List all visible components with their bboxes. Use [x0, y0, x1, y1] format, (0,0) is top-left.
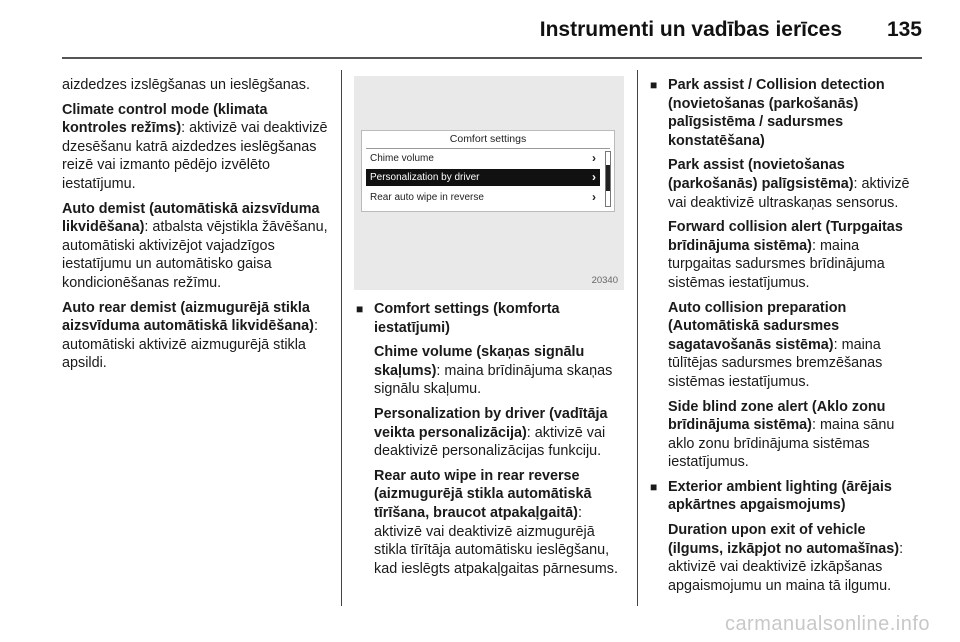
bullet-icon: ■ — [650, 78, 658, 92]
bullet-icon: ■ — [356, 302, 364, 316]
desc: : maina sānu aklo zonu brīdinājuma sistēmas iestatījumus. — [668, 417, 895, 471]
column-divider — [637, 70, 638, 606]
setting-chime-volume — [374, 343, 626, 399]
term: Chime volume (skaņas signālu skaļums) — [374, 344, 585, 379]
menu-item-rear-auto-wipe[interactable] — [366, 189, 600, 206]
term: Auto collision preparation (Automātiskā sadursmes sagatavošanās sistēma) — [668, 299, 847, 353]
term: Forward collision alert (Turpgaitas brīdinājuma sistēma) — [668, 219, 903, 254]
desc: : aktivizē vai deaktivizē izkāpšanas apgaismojumu un maina tā ilgumu. — [668, 540, 904, 594]
term: Climate control mode (klimata kontroles režīms) — [62, 101, 268, 137]
setting-auto-rear-demist — [62, 299, 330, 373]
display-screen — [361, 130, 615, 212]
column-2 — [354, 300, 626, 584]
chevron-right-icon: › — [592, 151, 596, 165]
setting-park-assist — [668, 156, 922, 212]
term: Rear auto wipe in rear reverse (aizmugurējā stikla automātiskā tīrīšana, braucot atpakaļgaitā) — [374, 467, 592, 521]
column-divider — [341, 70, 342, 606]
term: Auto rear demist (aizmugurējā stikla aizsvīduma automātiskā likvidēšana) — [62, 299, 314, 335]
bullet-title: Comfort settings (komforta iestatījumi) — [374, 301, 560, 336]
bullet-heading — [354, 300, 626, 337]
figure-number: 20340 — [591, 275, 618, 286]
menu-item-personalization-by-driver[interactable] — [366, 169, 600, 186]
screen-title: Comfort settings — [449, 133, 527, 145]
column-3 — [648, 76, 922, 601]
term: Personalization by driver (vadītāja veikta personalizācija) — [374, 405, 608, 441]
scrollbar[interactable] — [605, 151, 611, 207]
chevron-right-icon: › — [592, 170, 596, 184]
setting-auto-demist — [62, 200, 330, 293]
setting-rear-auto-wipe — [374, 467, 626, 579]
desc: : maina brīdinājuma skaņas signālu skaļumu. — [374, 362, 613, 398]
bullet-heading — [648, 478, 922, 515]
desc: : aktivizē vai deaktivizē personalizācijas funkciju. — [374, 424, 606, 460]
term: Auto demist (automātiskā aizsvīduma likvidēšana) — [62, 200, 320, 236]
desc: : aktivizē vai deaktivizē dzesēšanu katrā aizdedzes ieslēgšanas reizē vai izmanto pēdējo izvēlēto iestatījumu. — [62, 120, 328, 192]
screen-divider — [366, 148, 610, 149]
setting-auto-collision-preparation — [668, 299, 922, 392]
setting-duration-upon-exit — [668, 521, 922, 595]
menu-item-chime-volume[interactable] — [366, 150, 600, 167]
header-rule — [62, 57, 922, 59]
watermark: carmanualsonline.info — [724, 613, 930, 635]
column-1 — [62, 76, 330, 379]
page-header — [0, 0, 960, 62]
bullet-title: Exterior ambient lighting (ārējais apkārtnes apgaismojums) — [668, 478, 892, 514]
desc: : aktivizē vai deaktivizē aizmugurējā stikla tīrītāja automātisku ieslēgšanu, kad ieslēgts atpakaļgaitas pārnesums. — [374, 504, 618, 577]
desc: : maina tūlītējas sadursmes bremzēšanas sistēmas iestatījumus. — [668, 336, 883, 390]
desc: : maina turpgaitas sadursmes brīdinājuma sistēmas iestatījumus. — [668, 237, 885, 291]
menu-item-label: Chime volume — [370, 153, 434, 164]
setting-side-blind-zone-alert — [668, 398, 922, 472]
desc: : aktivizē vai deaktivizē ultraskaņas sensorus. — [668, 175, 910, 211]
desc: : atbalsta vējstikla žāvēšanu, automātiski aktivizējot vajadzīgos iestatījumu un automātisko gaisa kondicionēšanas režīmu. — [62, 219, 328, 291]
page-title: Instrumenti un vadības ierīces — [539, 18, 842, 41]
term: Duration upon exit of vehicle (ilgums, izkāpjot no automašīnas) — [668, 522, 900, 557]
intro-text: aizdedzes izslēgšanas un ieslēgšanas. — [62, 77, 310, 93]
menu-item-label: Personalization by driver — [370, 172, 480, 183]
term: Park assist (novietošanas (parkošanās) palīgsistēma) — [668, 157, 854, 192]
desc: : automātiski aktivizē aizmugurējā stikla apsildi. — [62, 318, 318, 372]
comfort-settings-figure — [354, 76, 624, 290]
bullet-title: Park assist / Collision detection (novietošanas (parkošanās) palīgsistēma / sadursmes konstatēšana) — [668, 77, 885, 149]
setting-forward-collision-alert — [668, 218, 922, 292]
term: Side blind zone alert (Aklo zonu brīdinājuma sistēma) — [668, 398, 886, 434]
page-number: 135 — [886, 18, 922, 41]
bullet-heading — [648, 76, 922, 150]
setting-personalization-by-driver — [374, 405, 626, 461]
bullet-icon: ■ — [650, 479, 658, 494]
setting-climate-control-mode — [62, 101, 330, 194]
menu-item-label: Rear auto wipe in reverse — [370, 192, 484, 203]
chevron-right-icon: › — [592, 190, 596, 204]
scrollbar-thumb[interactable] — [606, 165, 610, 191]
